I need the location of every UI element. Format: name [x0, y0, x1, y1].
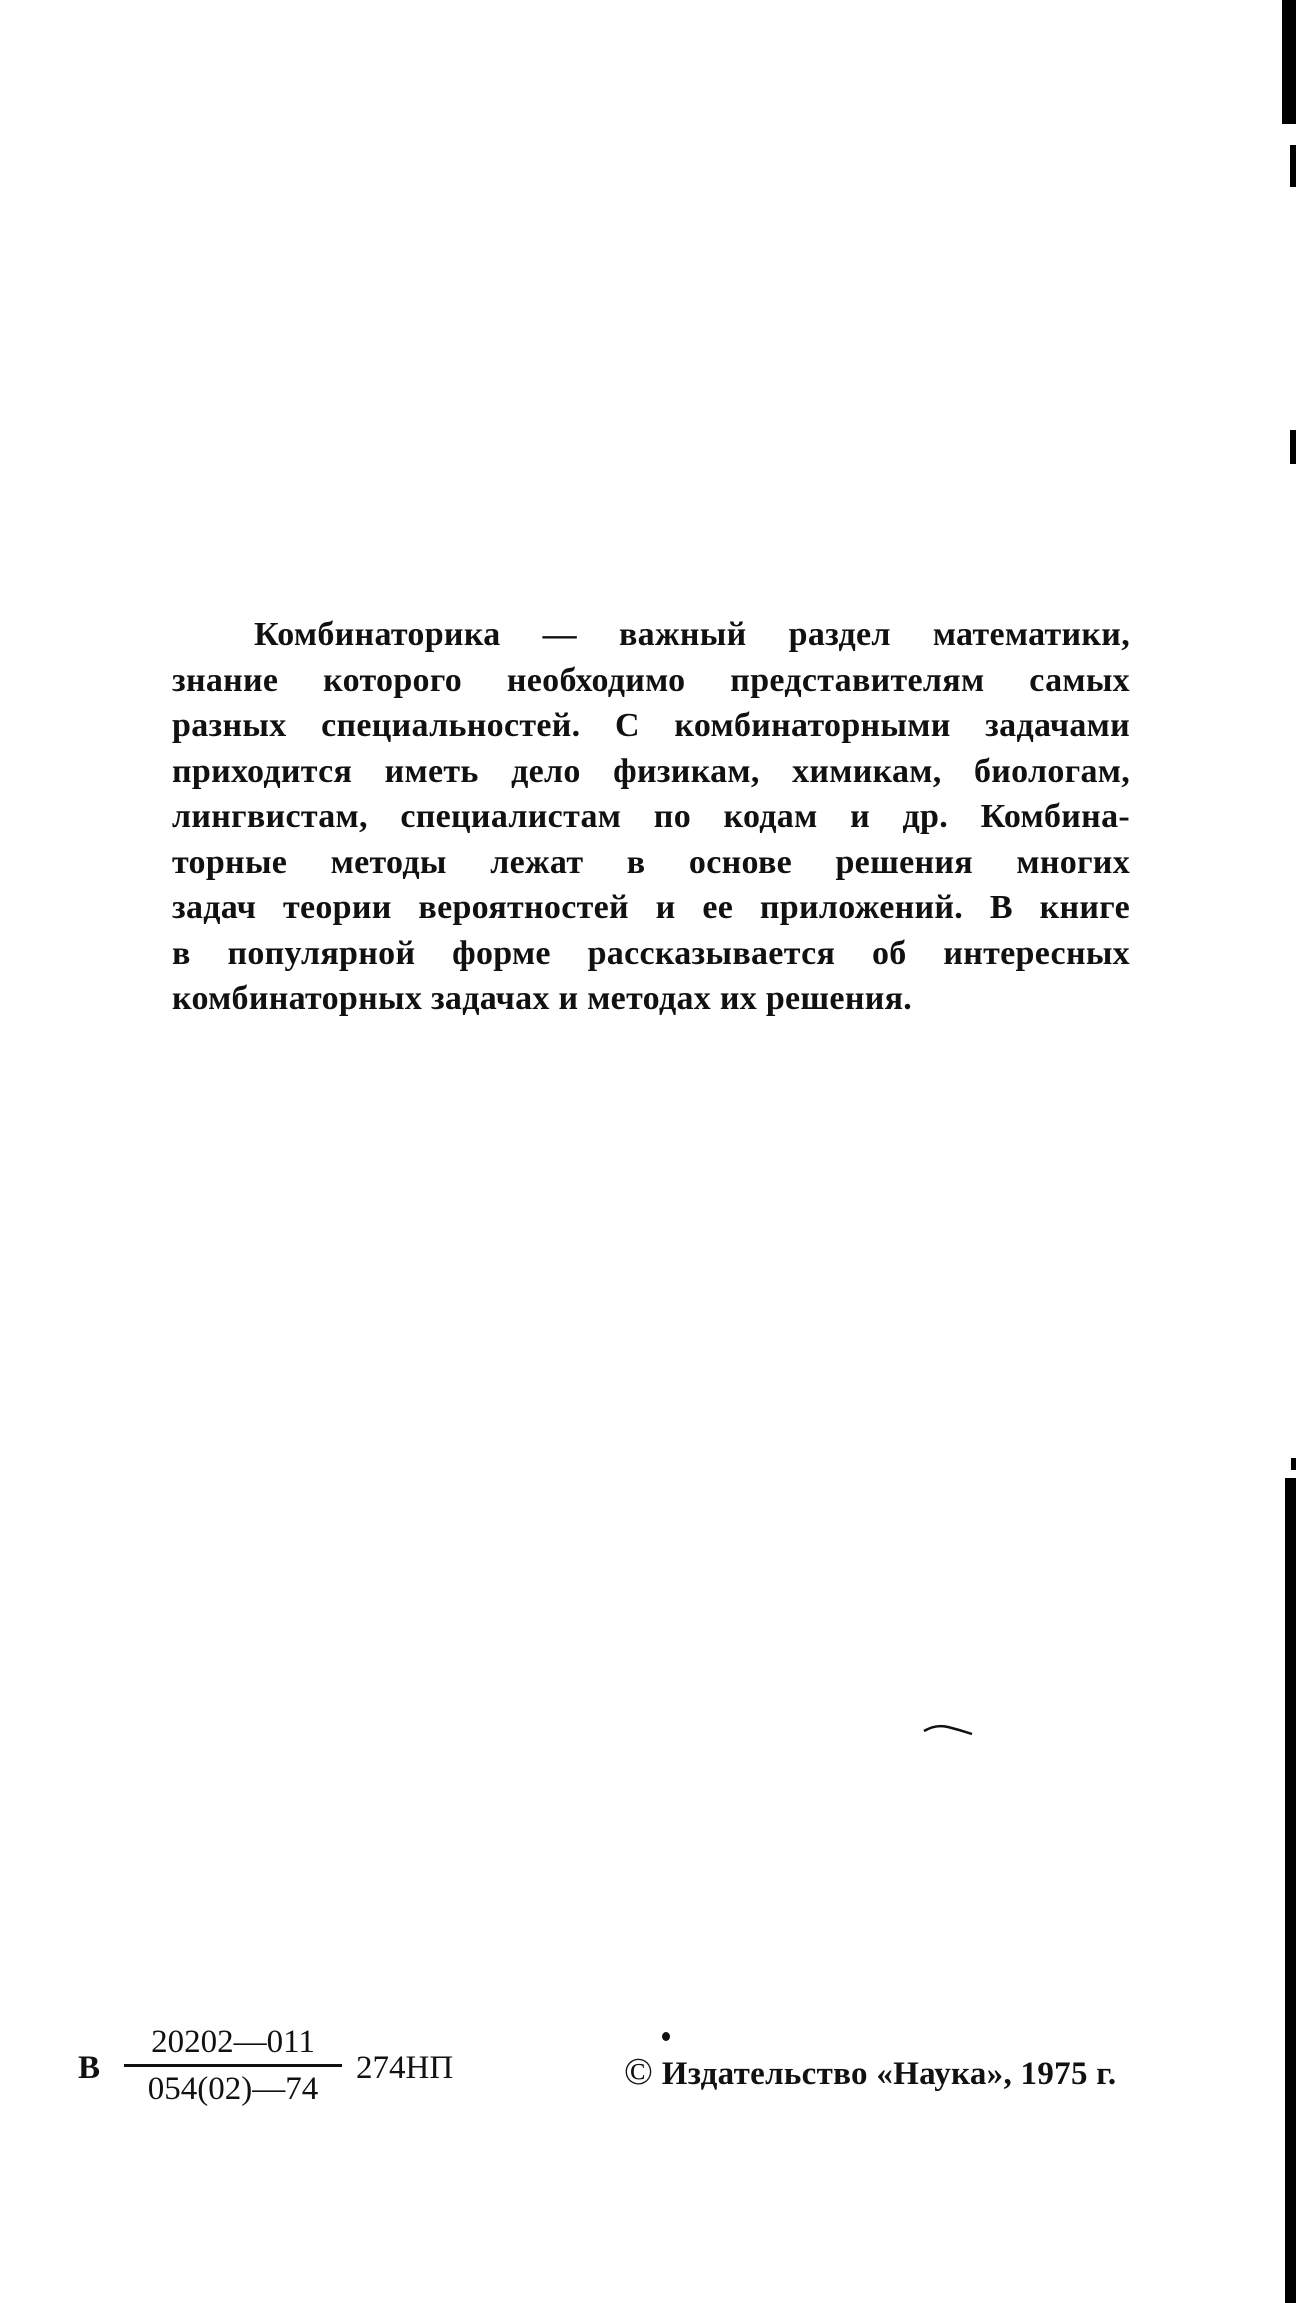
annotation-line: приходится иметь дело физикам, химикам, биологам,: [172, 752, 1130, 790]
annotation-line: в популярной форме рассказывается об интересных: [172, 934, 1130, 972]
annotation-line: разных специальностей. С комбинаторными задачами: [172, 707, 1130, 744]
annotation-line: знание которого необходимо представителям самых: [172, 661, 1130, 699]
scan-edge-tick: [1291, 1458, 1296, 1470]
scan-edge-tick: [1290, 430, 1296, 464]
book-annotation: [172, 612, 1130, 1022]
catalog-index-suffix: 274НП: [356, 2050, 454, 2086]
catalog-index-numerator: 20202—011: [151, 2024, 315, 2060]
annotation-line: лингвистам, специалистам по кодам и др. Комбина-: [172, 798, 1130, 835]
copyright-text: Издательство «Наука», 1975 г.: [661, 2056, 1117, 2092]
copyright-notice: [624, 2050, 1116, 2094]
scan-edge-tick: [1290, 145, 1296, 187]
annotation-line: задач теории вероятностей и ее приложений. В книге: [172, 889, 1130, 926]
annotation-line: торные методы лежат в основе решения многих: [172, 843, 1130, 881]
catalog-index-fraction: [122, 2020, 344, 2111]
scan-edge-mark-top: [1282, 0, 1296, 124]
scan-smudge: [922, 1722, 974, 1736]
scan-edge-mark-bottom: [1285, 1478, 1296, 2303]
copyright-icon: ©: [624, 2051, 654, 2093]
catalog-index-denominator: 054(02)—74: [147, 2071, 319, 2107]
annotation-line: Комбинаторика — важный раздел математики,: [254, 616, 1130, 653]
annotation-line: комбинаторных задачах и методах их решения.: [172, 980, 913, 1017]
catalog-index-letter: В: [78, 2050, 101, 2086]
publication-imprint: [0, 2020, 1296, 2130]
